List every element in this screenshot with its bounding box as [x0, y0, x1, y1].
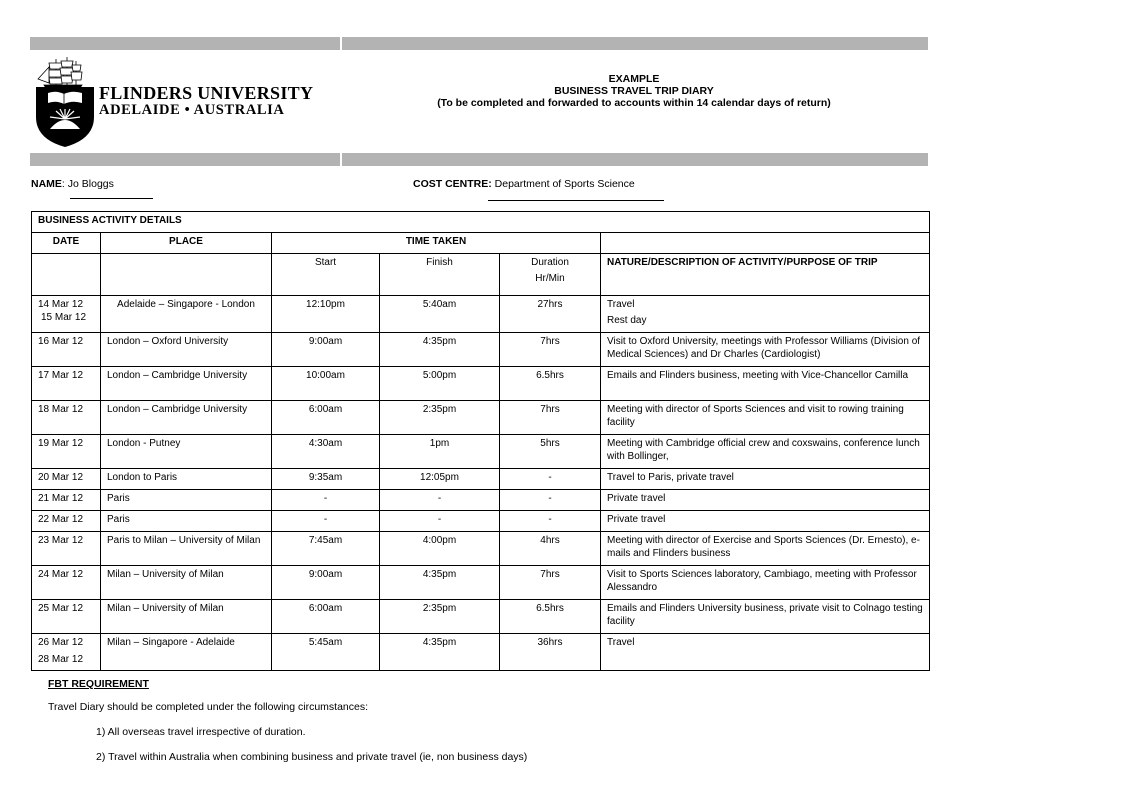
section-title: BUSINESS ACTIVITY DETAILS — [32, 212, 930, 233]
name-label: NAME — [31, 178, 62, 190]
top-header-bar — [30, 37, 928, 50]
table-row: 25 Mar 12 Milan – University of Milan 6:00am 2:35pm 6.5hrs Emails and Flinders University business, private visit to Colnago testing facility — [32, 600, 930, 634]
bottom-header-bar — [30, 153, 928, 166]
date-header: DATE — [32, 233, 101, 254]
activity-table — [31, 211, 930, 671]
place-header: PLACE — [101, 233, 272, 254]
document-title: BUSINESS TRAVEL TRIP DIARY — [554, 85, 714, 97]
name-field — [31, 178, 114, 190]
cost-centre-field — [413, 178, 635, 190]
table-row: 23 Mar 12 Paris to Milan – University of Milan 7:45am 4:00pm 4hrs Meeting with director of Exercise and Sports Sciences (Dr. Ernesto), e-mails and Flinders business — [32, 532, 930, 566]
name-underline — [70, 198, 153, 199]
fbt-item-2: 2) Travel within Australia when combining business and private travel (ie, non business days) — [96, 751, 528, 763]
university-name: FLINDERS UNIVERSITY — [99, 83, 314, 103]
table-row: 16 Mar 12 London – Oxford University 9:00am 4:35pm 7hrs Visit to Oxford University, meetings with Professor Williams (Division of Medical Sciences) and Dr Charles (Cardiologist) — [32, 333, 930, 367]
cost-centre-label: COST CENTRE: — [413, 178, 492, 190]
nature-header: NATURE/DESCRIPTION OF ACTIVITY/PURPOSE OF TRIP — [601, 254, 930, 296]
table-row: 22 Mar 12 Paris - - - Private travel — [32, 511, 930, 532]
subheader-row — [32, 254, 930, 296]
university-location: ADELAIDE • AUSTRALIA — [99, 102, 285, 118]
finish-header: Finish — [380, 254, 500, 296]
fbt-item-1: 1) All overseas travel irrespective of duration. — [96, 726, 306, 738]
table-row: 20 Mar 12 London to Paris 9:35am 12:05pm - Travel to Paris, private travel — [32, 469, 930, 490]
fbt-intro: Travel Diary should be completed under the following circumstances: — [48, 701, 369, 713]
fbt-heading: FBT REQUIREMENT — [48, 678, 149, 690]
table-row: 21 Mar 12 Paris - - - Private travel — [32, 490, 930, 511]
example-heading: EXAMPLE — [608, 73, 660, 85]
duration-header: Duration Hr/Min — [500, 254, 601, 296]
table-row: 18 Mar 12 London – Cambridge University 6:00am 2:35pm 7hrs Meeting with director of Sports Sciences and visit to rowing training facility — [32, 401, 930, 435]
section-title-row — [32, 212, 930, 233]
name-value: : Jo Bloggs — [61, 178, 114, 190]
table-row: 14 Mar 12 15 Mar 12 Adelaide – Singapore - London 12:10pm 5:40am 27hrs Travel Rest day — [32, 296, 930, 333]
cost-centre-value: Department of Sports Science — [494, 178, 635, 190]
instruction-note: (To be completed and forwarded to accounts within 14 calendar days of return) — [437, 97, 831, 109]
table-row: 19 Mar 12 London - Putney 4:30am 1pm 5hrs Meeting with Cambridge official crew and coxswains, conference lunch with Bollinger, — [32, 435, 930, 469]
start-header: Start — [272, 254, 380, 296]
blank-header — [601, 233, 930, 254]
table-row: 17 Mar 12 London – Cambridge University 10:00am 5:00pm 6.5hrs Emails and Flinders business, meeting with Vice-Chancellor Camilla — [32, 367, 930, 401]
table-row: 26 Mar 12 28 Mar 12 Milan – Singapore - Adelaide 5:45am 4:35pm 36hrs Travel — [32, 634, 930, 671]
time-taken-header: TIME TAKEN — [272, 233, 601, 254]
header-row — [32, 233, 930, 254]
table-row: 24 Mar 12 Milan – University of Milan 9:00am 4:35pm 7hrs Visit to Sports Sciences laboratory, Cambiago, meeting with Professor Alessandro — [32, 566, 930, 600]
cost-centre-underline — [488, 200, 664, 201]
